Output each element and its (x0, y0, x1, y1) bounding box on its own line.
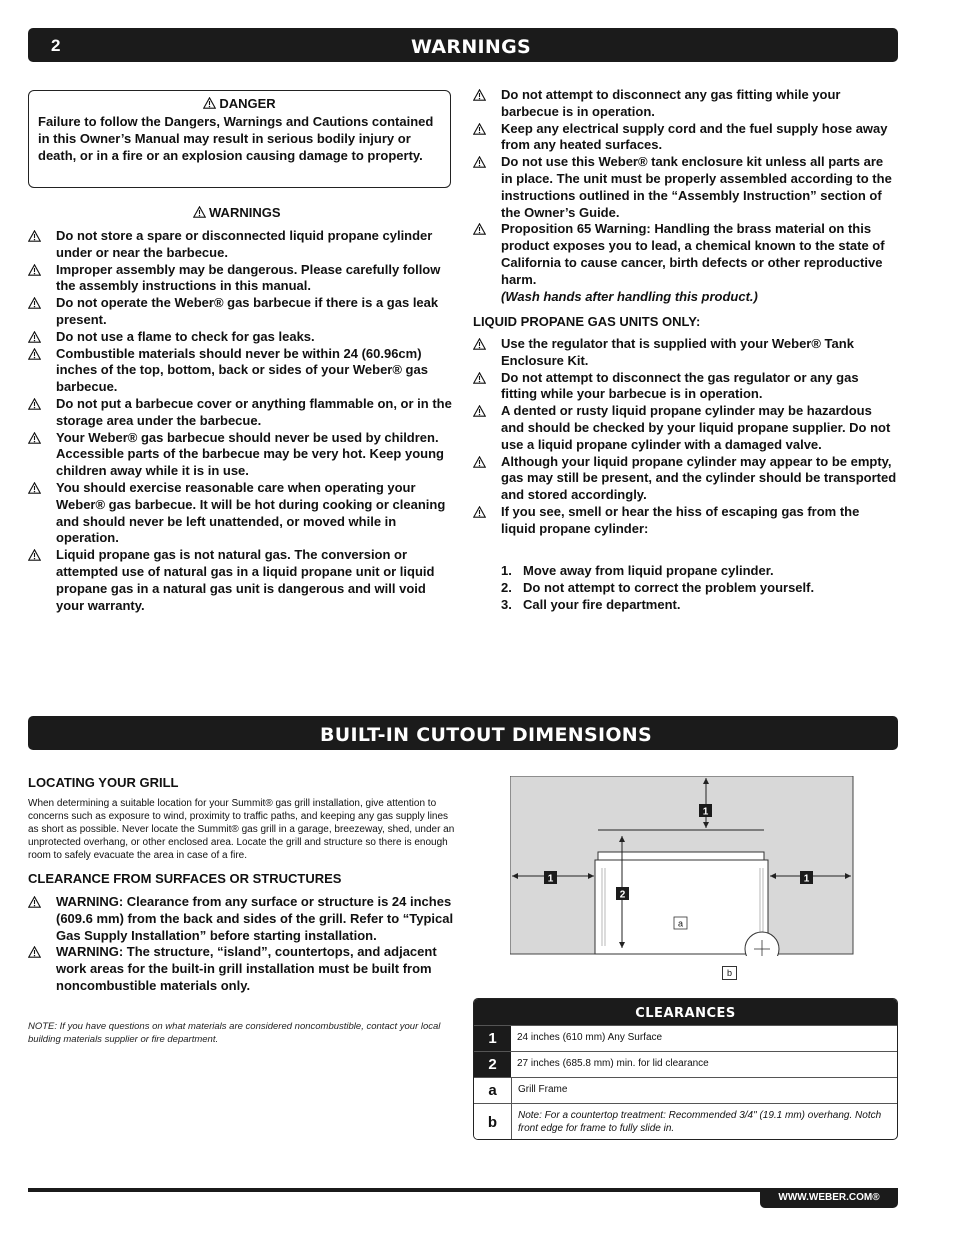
warning-item (473, 336, 897, 370)
warning-triangle-icon (28, 230, 41, 242)
warning-item-text: Proposition 65 Warning: Handling the brass material on this product exposes you to lead, a chemical known to the state of California to cause cancer, birth defects or other reproductive harm. (501, 221, 885, 287)
danger-heading: DANGER (219, 96, 276, 111)
warning-item (473, 504, 897, 538)
warning-item (473, 370, 897, 404)
clearance-key: 1 (474, 1026, 511, 1051)
emergency-steps-list (501, 562, 891, 613)
warning-triangle-icon (28, 348, 41, 360)
warning-triangle-icon (473, 338, 486, 350)
warning-item (28, 396, 452, 430)
clearance-row (474, 1103, 897, 1140)
warnings-list-right (473, 87, 897, 289)
section-title-cutout: BUILT-IN CUTOUT DIMENSIONS (320, 724, 652, 746)
prop65-note: (Wash hands after handling this product.) (501, 289, 758, 304)
warning-triangle-icon (473, 89, 486, 101)
warning-item-text: Do not attempt to disconnect the gas regulator or any gas fitting while your barbecue is in operation. (501, 369, 859, 402)
warning-item-text: Do not operate the Weber® gas barbecue if there is a gas leak present. (56, 295, 439, 327)
footer-website: WWW.WEBER.COM® (760, 1188, 898, 1208)
warning-triangle-icon (28, 482, 41, 494)
warning-item-text: Do not store a spare or disconnected liquid propane cylinder under or near the barbecue. (56, 228, 433, 260)
warning-item (28, 944, 454, 994)
clearance-text: 24 inches (610 mm) Any Surface (517, 1032, 663, 1043)
emergency-step (501, 579, 891, 596)
warning-item-text: Combustible materials should never be within 24 (60.96cm) inches of the top, bottom, back or sides of your Weber® gas barbecue. (56, 345, 428, 395)
warning-triangle-icon (28, 946, 41, 958)
warning-item-text: You should exercise reasonable care when operating your Weber® gas barbecue. It will be hot during cooking or cleaning and should never be left unattended, or moved while in operation. (56, 479, 446, 546)
clearance-key: 2 (474, 1052, 511, 1077)
warning-item (473, 221, 897, 288)
warning-triangle-icon (203, 97, 216, 109)
warning-item-text: Although your liquid propane cylinder may appear to be empty, gas may still be present, and the cylinder should be transported and stored accordingly. (501, 453, 897, 503)
warning-triangle-icon (193, 206, 206, 218)
warning-triangle-icon (28, 331, 41, 343)
clearances-rows (474, 1025, 897, 1140)
warning-item (473, 121, 897, 155)
warning-triangle-icon (473, 123, 486, 135)
warning-item (473, 87, 897, 121)
warning-item (28, 894, 454, 944)
step-number: 1. (501, 563, 512, 578)
warning-item-text: Liquid propane gas is not natural gas. The conversion or attempted use of natural gas in a liquid propane unit or liquid propane gas in a natural gas unit is dangerous and will void your warranty. (56, 547, 435, 613)
emergency-step (501, 596, 891, 613)
warning-item (28, 329, 452, 346)
warning-item (473, 154, 897, 221)
clearance-note: NOTE: If you have questions on what materials are considered noncombustible, contact your local building materials supplier or fire department. (28, 1021, 441, 1045)
warning-item-text: Do not attempt to disconnect any gas fitting while your barbecue is in operation. (501, 87, 841, 119)
warnings-heading-row (193, 205, 281, 220)
clearance-warnings-list (28, 894, 454, 995)
step-number: 3. (501, 597, 512, 612)
warning-triangle-icon (473, 506, 486, 518)
warning-item-text: WARNING: Clearance from any surface or structure is 24 inches (609.6 mm) from the back and sides of the grill. Refer to “Typical Gas Supply Installation” before starting installation. (56, 894, 454, 943)
diagram-label-1-right: 1 (803, 873, 810, 885)
warning-item-text: Do not use a flame to check for gas leaks. (56, 328, 315, 344)
diagram-label-1-top: 1 (702, 806, 709, 818)
warnings-header-bar (28, 28, 898, 62)
lp-heading: LIQUID PROPANE GAS UNITS ONLY: (473, 314, 701, 329)
step-number: 2. (501, 580, 512, 595)
clearance-heading: CLEARANCE FROM SURFACES OR STRUCTURES (28, 871, 342, 886)
clearance-key: b (474, 1104, 512, 1140)
warning-triangle-icon (473, 156, 486, 168)
clearance-row (474, 1077, 897, 1103)
danger-text: Failure to follow the Dangers, Warnings and Cautions contained in this Owner’s Manual may result in serious bodily injury or death, or in a fire or an explosion causing damage to property. (38, 114, 434, 163)
warning-triangle-icon (28, 398, 41, 410)
clearance-text: 27 inches (685.8 mm) min. for lid clearance (517, 1058, 709, 1069)
section-title-warnings: WARNINGS (411, 36, 531, 58)
warning-item-text: Do not put a barbecue cover or anything flammable on, or in the storage area under the barbecue. (56, 395, 452, 428)
warning-item-text: Do not use this Weber® tank enclosure kit unless all parts are in place. The unit must be properly assembled according to the instructions outlined in the “Assembly Instruction” section of the Owner’s Guide. (501, 154, 892, 220)
lp-warnings-list (473, 336, 897, 538)
clearance-text: Note: For a countertop treatment: Recommended 3/4" (19.1 mm) overhang. Notch front edge for frame to fully slide in. (518, 1110, 882, 1134)
step-text: Move away from liquid propane cylinder. (523, 563, 774, 578)
warning-item-text: Your Weber® gas barbecue should never be used by children. Accessible parts of the barbecue may be very hot. Keep young children away while it is in use. (56, 429, 444, 479)
warning-triangle-icon (473, 405, 486, 417)
warning-triangle-icon (28, 297, 41, 309)
warning-item (473, 454, 897, 504)
diagram-label-a: a (677, 918, 684, 929)
diagram-label-1-left: 1 (547, 873, 554, 885)
diagram-label-2: 2 (619, 889, 626, 901)
clearance-key: a (474, 1078, 512, 1103)
warning-triangle-icon (28, 264, 41, 276)
step-text: Call your fire department. (523, 597, 681, 612)
warning-item-text: A dented or rusty liquid propane cylinder may be hazardous and should be checked by your liquid propane supplier. Do not use a liquid propane cylinder with a damaged valve. (501, 403, 891, 452)
warning-item (28, 430, 452, 480)
clearance-row (474, 1051, 897, 1077)
warning-item (28, 480, 452, 547)
clearance-row (474, 1025, 897, 1051)
warning-triangle-icon (28, 549, 41, 561)
warning-item (473, 403, 897, 453)
danger-box (28, 90, 451, 188)
warnings-heading: WARNINGS (209, 205, 281, 220)
locating-text: When determining a suitable location for your Summit® gas grill installation, give attention to concerns such as exposure to wind, proximity to traffic paths, and keeping any gas supply lines as short as possible. Never locate the Summit® gas grill in a garage, breezeway, shed, under an unprotected overhang, or other enclosed area. Locate the grill and structure so there is enough room to safely evacuate the area in case of a fire. (28, 798, 455, 861)
warning-item-text: Use the regulator that is supplied with your Weber® Tank Enclosure Kit. (501, 336, 854, 368)
warning-item-text: WARNING: The structure, “island”, countertops, and adjacent work areas for the built-in grill installation must be built from noncombustible materials only. (56, 944, 437, 993)
warning-item-text: If you see, smell or hear the hiss of escaping gas from the liquid propane cylinder: (501, 503, 860, 536)
warning-item (28, 547, 452, 614)
danger-heading-row (29, 96, 450, 111)
warning-item-text: Improper assembly may be dangerous. Please carefully follow the assembly instructions in this manual. (56, 261, 441, 294)
warning-item (28, 262, 452, 296)
warning-item-text: Keep any electrical supply cord and the fuel supply hose away from any heated surfaces. (501, 120, 888, 153)
clearance-text: Grill Frame (518, 1084, 568, 1095)
locating-heading: LOCATING YOUR GRILL (28, 775, 179, 790)
warnings-list-left (28, 228, 452, 614)
cutout-diagram (510, 776, 855, 956)
warning-triangle-icon (473, 456, 486, 468)
warning-item (28, 228, 452, 262)
cutout-header-bar (28, 716, 898, 750)
page-number: 2 (51, 36, 61, 55)
clearances-title: CLEARANCES (474, 999, 897, 1025)
warning-triangle-icon (473, 223, 486, 235)
step-text: Do not attempt to correct the problem yourself. (523, 580, 815, 595)
emergency-step (501, 562, 891, 579)
clearances-table (473, 998, 898, 1140)
warning-item (28, 295, 452, 329)
warning-triangle-icon (28, 432, 41, 444)
warning-item (28, 346, 452, 396)
warning-triangle-icon (28, 896, 41, 908)
warning-triangle-icon (473, 372, 486, 384)
diagram-label-b: b (722, 966, 737, 980)
